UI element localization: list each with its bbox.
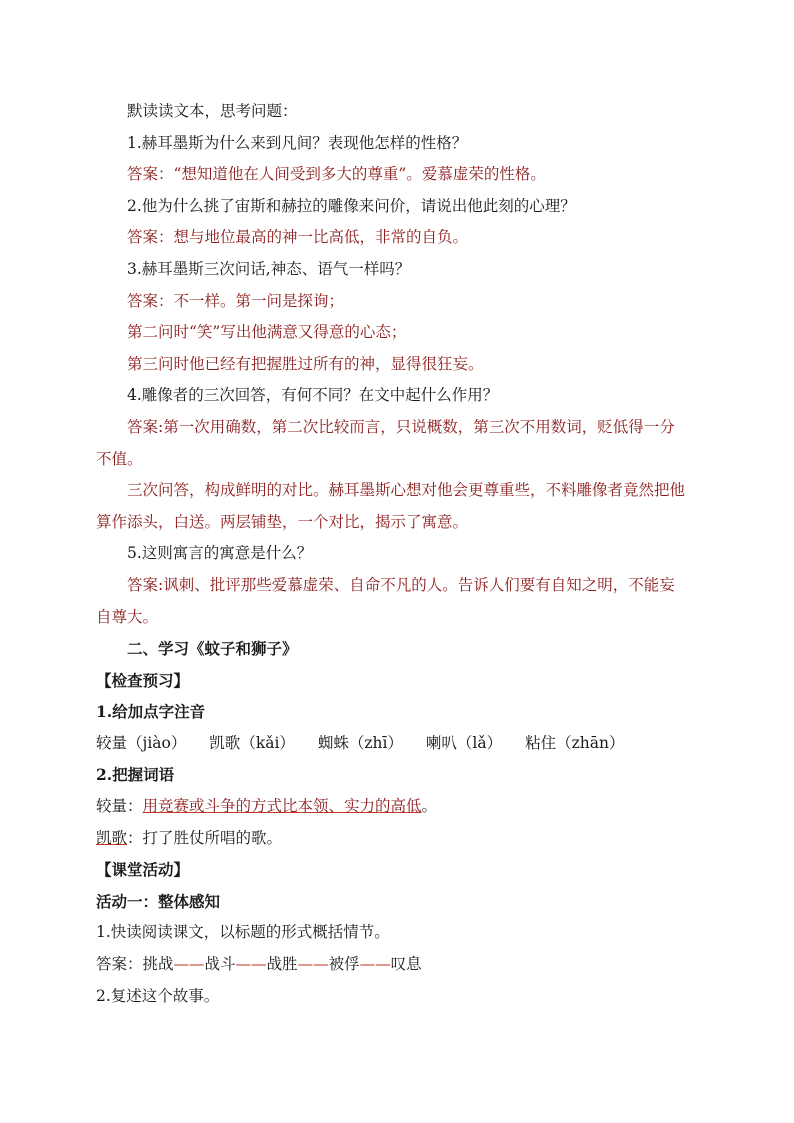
pinyin-la: （lǎ）: [456, 733, 503, 752]
document-content: [96, 96, 698, 1012]
dash-3: ——: [297, 955, 329, 974]
answer-5-line-2: 自尊大。: [96, 607, 159, 626]
plot-step-2: 战斗: [204, 955, 236, 974]
word-zhanzhu: 粘住: [525, 733, 557, 752]
pinyin-zhan: （zhān）: [556, 733, 625, 752]
vocab-jiaoliang-end: 。: [421, 797, 438, 816]
word-zhizhu: 蜘蛛: [317, 733, 349, 752]
answer-4-2-line-1: 三次问答，构成鲜明的对比。赫耳墨斯心想对他会更尊重些，不料雕像者竟然把他: [127, 481, 686, 500]
vocab-jiaoliang-definition: 用竞赛或斗争的方式比本领、实力的高低: [142, 797, 422, 816]
question-5: 5.这则寓言的寓意是什么？: [127, 544, 313, 563]
answer-3-a: 答案：不一样。第一问是探询；: [127, 291, 345, 310]
question-2: 2.他为什么挑了宙斯和赫拉的雕像来问价，请说出他此刻的心理？: [127, 196, 576, 215]
answer-1: 答案：“想知道他在人间受到多大的尊重”。爱慕虚荣的性格。: [127, 165, 546, 184]
answer-5-paragraph: [96, 570, 698, 633]
vocab-jiaoliang-label: 较量：: [96, 797, 143, 816]
answer-2: 答案：想与地位最高的神一比高低，非常的自负。: [127, 228, 469, 247]
plot-step-1: 挑战: [142, 955, 174, 974]
activity-1-answer: [96, 949, 698, 981]
answer-4-paragraph-2: [96, 475, 698, 538]
plot-step-5: 叹息: [390, 955, 422, 974]
activity-1-question-2: 2.复述这个故事。: [96, 986, 220, 1005]
pinyin-row: [96, 728, 698, 760]
answer-5-line-1: 答案:讽刺、批评那些爱慕虚荣、自命不凡的人。告诉人们要有自知之明，不能妄: [127, 575, 675, 594]
section-heading-2: 二、学习《蚊子和狮子》: [127, 639, 298, 659]
activity-1-question: 1.快读阅读课文，以标题的形式概括情节。: [96, 923, 390, 942]
preview-check-heading: 【检查预习】: [96, 670, 190, 690]
pinyin-jiao: （jiào）: [127, 733, 187, 752]
question-4: 4.雕像者的三次回答，有何不同？在文中起什么作用？: [127, 386, 499, 405]
pinyin-task-heading: 1.给加点字注音: [96, 702, 206, 722]
answer-4-2-line-2: 算作添头，白送。两层铺垫，一个对比，揭示了寓意。: [96, 512, 469, 531]
word-laba: 喇叭: [425, 733, 457, 752]
pinyin-zhi: （zhī）: [348, 733, 403, 752]
intro-line: 默读读文本，思考问题：: [127, 102, 298, 120]
plot-step-3: 战胜: [266, 955, 298, 974]
vocab-task-heading: 2.把握词语: [96, 765, 175, 785]
answer-4-line-1: 答案:第一次用确数，第二次比较而言，只说概数，第三次不用数词，贬低得一分: [127, 417, 675, 436]
answer-3-b: 第二问时“笑”写出他满意又得意的心态；: [127, 323, 407, 342]
vocab-jiaoliang: [96, 791, 698, 823]
activity-1-heading: 活动一：整体感知: [96, 891, 221, 911]
vocab-kaige-label: 凯歌: [96, 828, 128, 847]
dash-2: ——: [235, 955, 267, 974]
word-jiaoliang: 较量: [96, 733, 128, 752]
word-kaige: 凯歌: [209, 733, 241, 752]
dash-4: ——: [359, 955, 391, 974]
class-activity-heading: 【课堂活动】: [96, 860, 190, 880]
vocab-kaige: [96, 823, 698, 855]
question-1: 1.赫耳墨斯为什么来到凡间？表现他怎样的性格？: [127, 133, 468, 152]
answer-4-paragraph: [96, 412, 698, 475]
dash-1: ——: [173, 955, 205, 974]
vocab-kaige-definition: ：打了胜仗所唱的歌。: [127, 828, 283, 847]
answer-4-line-2: 不值。: [96, 449, 143, 468]
plot-step-4: 被俘: [328, 955, 360, 974]
pinyin-kai: （kǎi）: [240, 733, 295, 752]
question-3: 3.赫耳墨斯三次问话,神态、语气一样吗？: [127, 259, 411, 278]
answer-3-c: 第三问时他已经有把握胜过所有的神，显得很狂妄。: [127, 354, 484, 373]
activity-1-answer-label: 答案：: [96, 955, 143, 974]
